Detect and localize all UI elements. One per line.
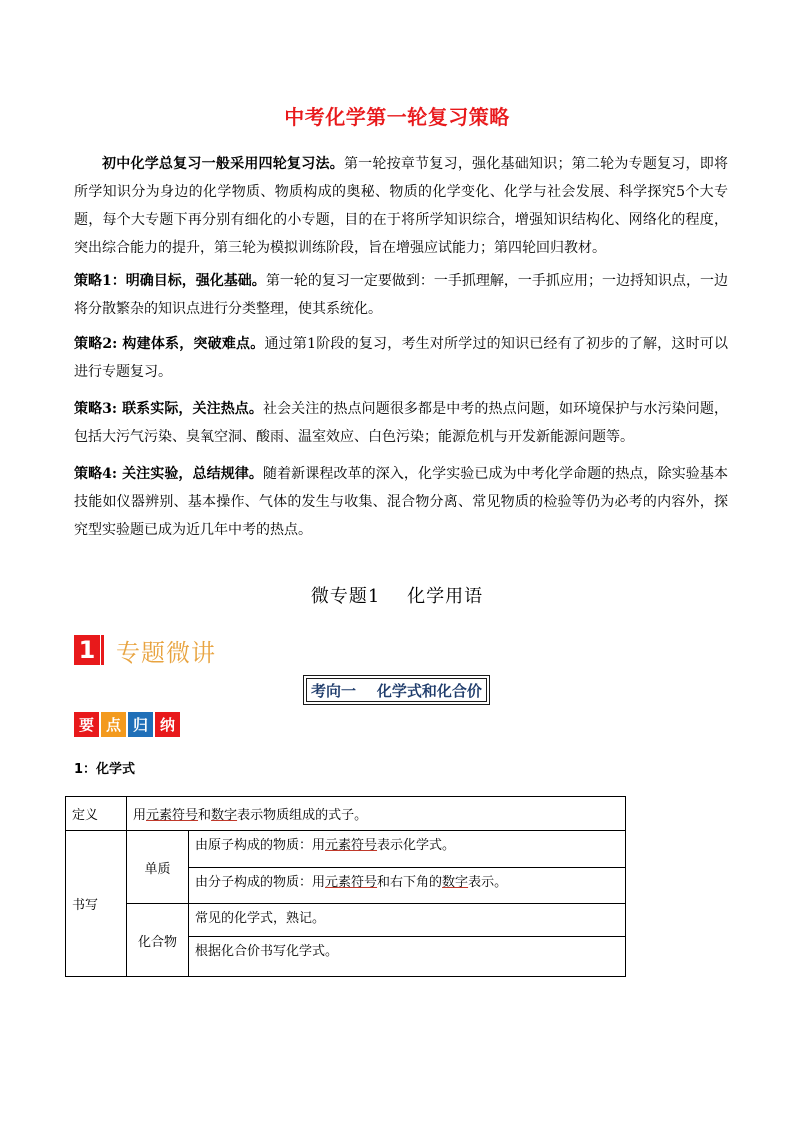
strategy-4-bold: 策略4: 关注实验，总结规律。	[74, 466, 263, 482]
cell-element-atomic: 由原子构成的物质：用元素符号表示化学式。	[189, 831, 626, 868]
strategy-3	[74, 395, 728, 451]
summary-tile: 要	[74, 712, 99, 737]
page-title: 中考化学第一轮复习策略	[284, 105, 510, 129]
strategy-1-bold: 策略1：明确目标，强化基础。	[74, 273, 266, 289]
topic-box: 考向一 化学式和化合价	[306, 678, 487, 702]
cell-element-molecular: 由分子构成的物质：用元素符号和右下角的数字表示。	[189, 868, 626, 904]
summary-tile: 归	[128, 712, 153, 737]
strategy-1-text: 第一轮的复习一定要做到：一手抓理解，一手抓应用；一边捋知识点，一边将分散繁杂的知识点进行分类整理，使其系统化。	[74, 273, 729, 317]
strategy-2-bold: 策略2: 构建体系，突破难点。	[74, 336, 265, 352]
summary-tiles	[74, 712, 180, 737]
cell-compound-valence: 根据化合价书写化学式。	[189, 937, 626, 977]
cell-element-label: 单质	[127, 831, 189, 904]
strategy-4-text: 随着新课程改革的深入，化学实验已成为中考化学命题的热点，除实验基本技能如仪器辨别、基本操作、气体的发生与收集、混合物分离、常见物质的检验等仍为必考的内容外，探究型实验题已成为近几年中考的热点。	[74, 466, 728, 538]
strategy-2-text: 通过第1阶段的复习，考生对所学过的知识已经有了初步的了解，这时可以进行专题复习。	[74, 336, 728, 380]
cell-compound-label: 化合物	[127, 904, 189, 977]
summary-tile: 点	[101, 712, 126, 737]
section-header	[74, 634, 216, 666]
strategy-1	[74, 267, 728, 323]
sub-topic-title: 微专题1 化学用语	[310, 586, 484, 607]
strategy-3-text: 社会关注的热点问题很多都是中考的热点问题，如环境保护与水污染问题，包括大污气污染、臭氧空洞、酸雨、温室效应、白色污染；能源危机与开发新能源问题等。	[74, 401, 728, 445]
strategy-2	[74, 330, 728, 386]
knowledge-table	[65, 796, 626, 977]
intro-bold: 初中化学总复习一般采用四轮复习法。	[102, 156, 344, 172]
intro-text: 第一轮按章节复习，强化基础知识；第二轮为专题复习，即将所学知识分为身边的化学物质、物质构成的奥秘、物质的化学变化、化学与社会发展、科学探究5个大专题，每个大专题下再分别有细化的小专题，目的在于将所学知识综合，增强知识结构化、网络化的程度，突出综合能力的提升，第三轮为模拟训练阶段，旨在增强应试能力；第四轮回归教材。	[74, 156, 728, 256]
subheading-chemical-formula: 1：化学式	[74, 762, 136, 777]
section-title: 专题微讲	[116, 638, 216, 667]
strategy-4	[74, 460, 728, 544]
section-number-badge: 1	[74, 635, 100, 665]
intro-paragraph	[74, 150, 728, 262]
cell-compound-memorize: 常见的化学式，熟记。	[189, 904, 626, 937]
cell-definition-text: 用元素符号和数字表示物质组成的式子。	[127, 797, 626, 831]
cell-writing-label: 书写	[66, 831, 127, 977]
summary-tile: 纳	[155, 712, 180, 737]
strategy-3-bold: 策略3: 联系实际，关注热点。	[74, 401, 263, 417]
cell-definition-label: 定义	[66, 797, 127, 831]
